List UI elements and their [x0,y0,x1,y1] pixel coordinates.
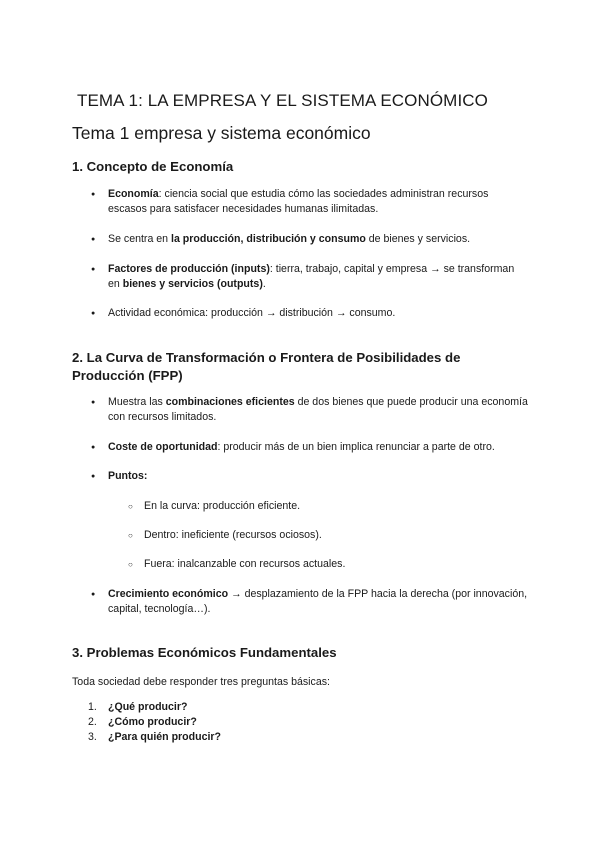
sub-list-item: ○ Dentro: ineficiente (recursos ociosos). [144,528,524,543]
numbered-item [88,730,222,745]
list-item [108,469,528,484]
question-text: ¿Para quién producir? [108,731,222,743]
term-bold: Factores de producción (inputs) [108,263,270,275]
term-bold-2: bienes y servicios (outputs) [122,278,263,290]
item-text: → desplazamiento de la FPP hacia la derecha (por innovación, capital, tecnología…). [108,588,528,615]
section-intro: Toda sociedad debe responder tres preguntas básicas: [72,676,330,688]
section-2-title: 2. La Curva de Transformación o Frontera de Posibilidades de Producción (FPP) [72,350,461,383]
term-bold: Coste de oportunidad [108,441,218,453]
item-number: 3. [88,731,97,743]
sub-list-item: ○ En la curva: producción eficiente. [144,499,524,514]
item-text: de dos bienes que puede producir una economía con recursos limitados. [108,396,528,423]
item-pre: Muestra las [108,396,166,408]
term-bold: combinaciones eficientes [165,396,295,408]
question-text: ¿Qué producir? [108,701,188,713]
term-bold: Puntos: [108,470,148,482]
numbered-item [88,715,197,730]
list-item [108,187,528,217]
section-3-title: 3. Problemas Económicos Fundamentales [72,645,337,660]
item-text: Actividad económica: producción → distribución → consumo. [108,307,396,319]
main-heading: Tema 1 empresa y sistema económico [72,123,371,143]
document-title: TEMA 1: LA EMPRESA Y EL SISTEMA ECONÓMICO [77,91,488,110]
question-text: ¿Cómo producir? [108,716,197,728]
list-item [108,232,528,247]
item-text: : tierra, trabajo, capital y empresa → se transforman en [108,263,515,290]
list-item [108,587,528,617]
sub-list-item: ○ Fuera: inalcanzable con recursos actuales. [144,557,524,572]
section-1-title: 1. Concepto de Economía [72,159,234,174]
item-number: 1. [88,701,97,713]
item-text: : ciencia social que estudia cómo las sociedades administran recursos escasos para satisfacer necesidades humanas ilimitadas. [108,188,489,215]
item-post: . [262,278,266,290]
list-item [108,306,528,321]
term-bold: Economía [108,188,159,200]
list-item [108,440,528,455]
list-item [108,262,528,292]
item-pre: Se centra en [108,233,172,245]
item-text: : producir más de un bien implica renunciar a parte de otro. [217,441,495,453]
numbered-item [88,700,188,715]
item-number: 2. [88,716,97,728]
term-bold: Crecimiento económico [108,588,229,600]
item-text: de bienes y servicios. [365,233,471,245]
list-item [108,395,528,425]
term-bold: la producción, distribución y consumo [171,233,366,245]
